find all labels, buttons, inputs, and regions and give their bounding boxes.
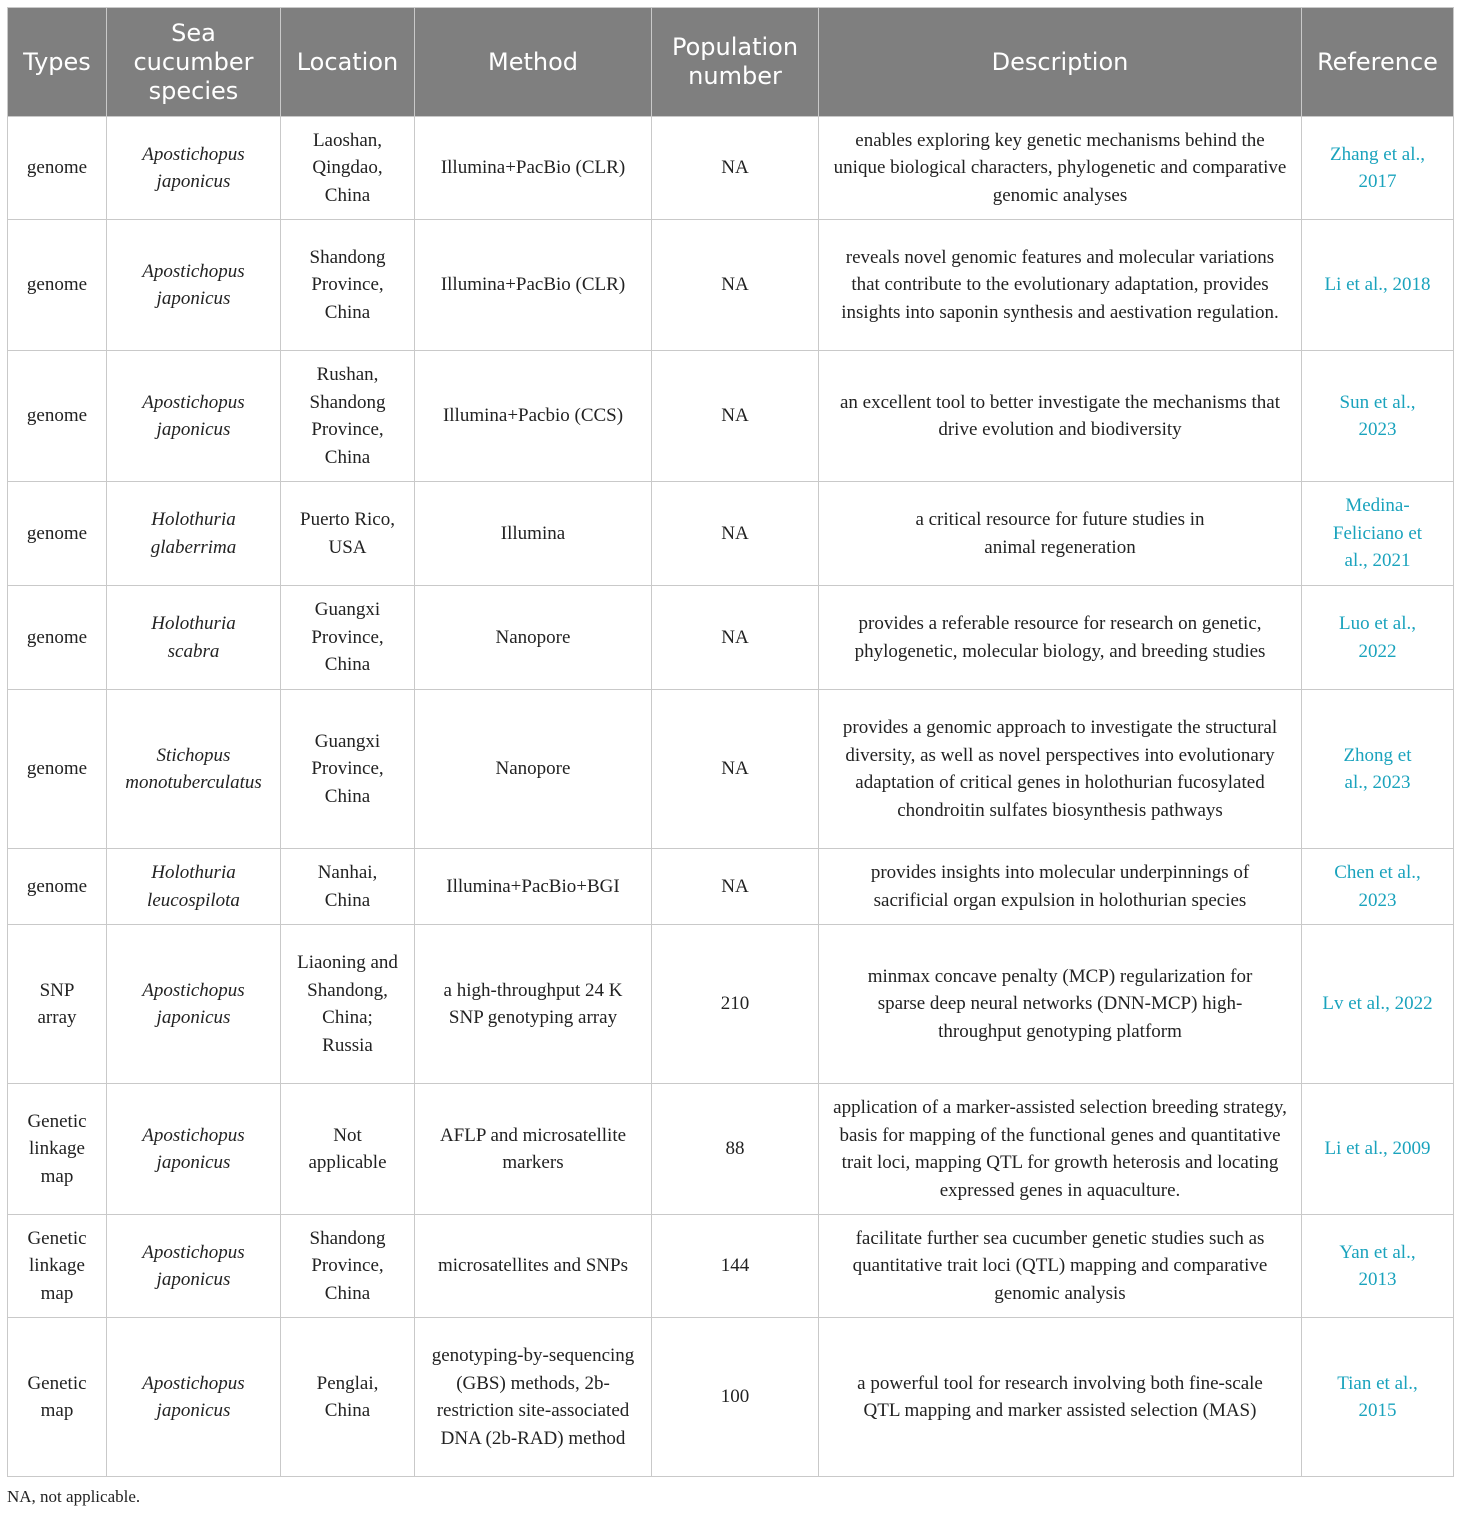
reference-link[interactable]: Lv et al., 2022: [1302, 925, 1454, 1084]
cell-location: Guangxi Province, China: [281, 586, 415, 690]
cell-location: Guangxi Province, China: [281, 690, 415, 849]
cell-population: NA: [652, 351, 819, 482]
reference-link[interactable]: Li et al., 2018: [1302, 220, 1454, 351]
cell-type: Genetic linkage map: [8, 1084, 107, 1215]
cell-species: Holothuria scabra: [107, 586, 281, 690]
cell-species: Stichopus monotuberculatus: [107, 690, 281, 849]
header-population: Population number: [652, 8, 819, 117]
table-row: [8, 586, 1454, 690]
reference-link[interactable]: Sun et al., 2023: [1302, 351, 1454, 482]
table-row: [8, 351, 1454, 482]
cell-method: microsatellites and SNPs: [415, 1215, 652, 1318]
cell-description: an excellent tool to better investigate the mechanisms that drive evolution and biodiversity: [819, 351, 1302, 482]
cell-type: Genetic linkage map: [8, 1215, 107, 1318]
cell-population: NA: [652, 690, 819, 849]
cell-method: Illumina+Pacbio (CCS): [415, 351, 652, 482]
cell-species: Apostichopus japonicus: [107, 220, 281, 351]
cell-method: Illumina: [415, 482, 652, 586]
cell-description: enables exploring key genetic mechanisms behind the unique biological characters, phylogenetic and comparative genomic analyses: [819, 117, 1302, 220]
cell-population: NA: [652, 482, 819, 586]
cell-method: Nanopore: [415, 690, 652, 849]
cell-location: Rushan, Shandong Province, China: [281, 351, 415, 482]
cell-type: Genetic map: [8, 1318, 107, 1477]
cell-species: Holothuria glaberrima: [107, 482, 281, 586]
cell-species: Apostichopus japonicus: [107, 351, 281, 482]
cell-type: SNP array: [8, 925, 107, 1084]
table-row: [8, 1215, 1454, 1318]
header-types: Types: [8, 8, 107, 117]
table-row: [8, 117, 1454, 220]
table-row: [8, 1084, 1454, 1215]
table-header-row: [8, 8, 1454, 117]
cell-type: genome: [8, 351, 107, 482]
header-reference: Reference: [1302, 8, 1454, 117]
header-method: Method: [415, 8, 652, 117]
cell-type: genome: [8, 482, 107, 586]
cell-location: Not applicable: [281, 1084, 415, 1215]
cell-population: 100: [652, 1318, 819, 1477]
table-footnote: NA, not applicable.: [7, 1487, 141, 1506]
cell-method: Illumina+PacBio+BGI: [415, 849, 652, 925]
cell-population: 144: [652, 1215, 819, 1318]
cell-description: provides a referable resource for research on genetic, phylogenetic, molecular biology, and breeding studies: [819, 586, 1302, 690]
reference-link[interactable]: Luo et al., 2022: [1302, 586, 1454, 690]
cell-type: genome: [8, 690, 107, 849]
reference-link[interactable]: Li et al., 2009: [1302, 1084, 1454, 1215]
header-location: Location: [281, 8, 415, 117]
cell-species: Apostichopus japonicus: [107, 1215, 281, 1318]
cell-type: genome: [8, 849, 107, 925]
table-row: [8, 925, 1454, 1084]
cell-population: NA: [652, 220, 819, 351]
cell-method: Illumina+PacBio (CLR): [415, 220, 652, 351]
cell-description: provides a genomic approach to investigate the structural diversity, as well as novel perspectives into evolutionary adaptation of critical genes in holothurian fucosylated chondroitin sulfates biosynthesis pathways: [819, 690, 1302, 849]
cell-species: Apostichopus japonicus: [107, 117, 281, 220]
table-row: [8, 1318, 1454, 1477]
cell-population: NA: [652, 586, 819, 690]
reference-link[interactable]: Yan et al., 2013: [1302, 1215, 1454, 1318]
genome-resources-table: [7, 7, 1454, 1477]
cell-population: 88: [652, 1084, 819, 1215]
cell-species: Apostichopus japonicus: [107, 1084, 281, 1215]
table-row: [8, 220, 1454, 351]
cell-method: genotyping-by-sequencing (GBS) methods, 2b-restriction site-associated DNA (2b-RAD) method: [415, 1318, 652, 1477]
cell-description: minmax concave penalty (MCP) regularization for sparse deep neural networks (DNN-MCP) high-throughput genotyping platform: [819, 925, 1302, 1084]
cell-location: Penglai, China: [281, 1318, 415, 1477]
cell-description: reveals novel genomic features and molecular variations that contribute to the evolutionary adaptation, provides insights into saponin synthesis and aestivation regulation.: [819, 220, 1302, 351]
reference-link[interactable]: Tian et al., 2015: [1302, 1318, 1454, 1477]
cell-species: Apostichopus japonicus: [107, 925, 281, 1084]
reference-link[interactable]: Zhong et al., 2023: [1302, 690, 1454, 849]
cell-method: AFLP and microsatellite markers: [415, 1084, 652, 1215]
cell-type: genome: [8, 220, 107, 351]
cell-type: genome: [8, 117, 107, 220]
cell-method: Nanopore: [415, 586, 652, 690]
header-species: Sea cucumber species: [107, 8, 281, 117]
cell-method: Illumina+PacBio (CLR): [415, 117, 652, 220]
table-row: [8, 482, 1454, 586]
cell-population: 210: [652, 925, 819, 1084]
cell-description: application of a marker-assisted selection breeding strategy, basis for mapping of the functional genes and quantitative trait loci, mapping QTL for growth heterosis and locating expressed genes in aquaculture.: [819, 1084, 1302, 1215]
cell-population: NA: [652, 117, 819, 220]
cell-population: NA: [652, 849, 819, 925]
cell-type: genome: [8, 586, 107, 690]
cell-location: Shandong Province, China: [281, 1215, 415, 1318]
cell-location: Nanhai, China: [281, 849, 415, 925]
cell-species: Holothuria leucospilota: [107, 849, 281, 925]
cell-location: Puerto Rico, USA: [281, 482, 415, 586]
reference-link[interactable]: Zhang et al., 2017: [1302, 117, 1454, 220]
cell-description: provides insights into molecular underpinnings of sacrificial organ expulsion in holothurian species: [819, 849, 1302, 925]
cell-method: a high-throughput 24 K SNP genotyping array: [415, 925, 652, 1084]
header-description: Description: [819, 8, 1302, 117]
cell-location: Liaoning and Shandong, China; Russia: [281, 925, 415, 1084]
cell-description: a powerful tool for research involving both fine-scale QTL mapping and marker assisted selection (MAS): [819, 1318, 1302, 1477]
cell-location: Shandong Province, China: [281, 220, 415, 351]
table-row: [8, 849, 1454, 925]
table-row: [8, 690, 1454, 849]
cell-species: Apostichopus japonicus: [107, 1318, 281, 1477]
cell-description: facilitate further sea cucumber genetic studies such as quantitative trait loci (QTL) mapping and comparative genomic analysis: [819, 1215, 1302, 1318]
cell-description: a critical resource for future studies in animal regeneration: [819, 482, 1302, 586]
table-container: [7, 7, 1453, 1477]
reference-link[interactable]: Medina-Feliciano et al., 2021: [1302, 482, 1454, 586]
cell-location: Laoshan, Qingdao, China: [281, 117, 415, 220]
reference-link[interactable]: Chen et al., 2023: [1302, 849, 1454, 925]
